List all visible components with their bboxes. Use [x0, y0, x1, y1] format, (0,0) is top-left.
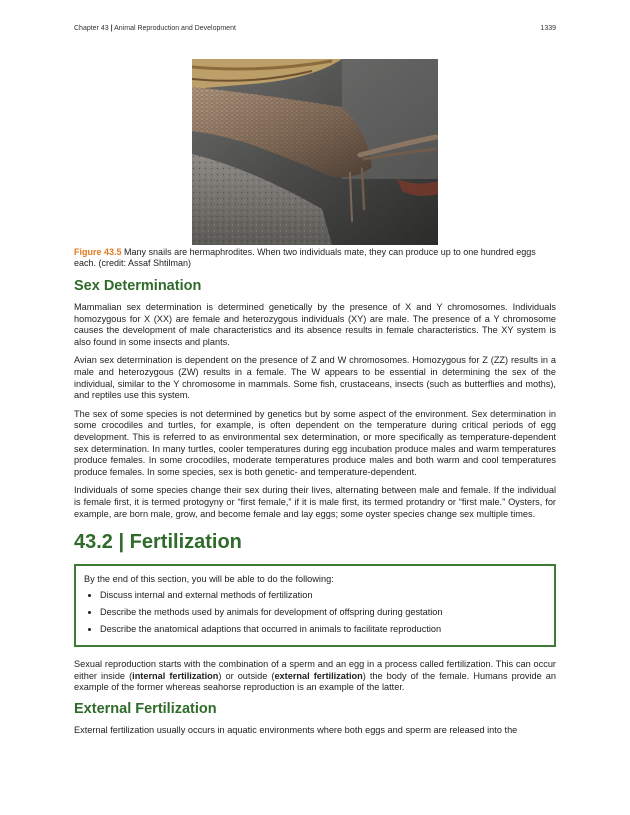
text-run: ) the body of the female. Humans provide an example of the former whereas seahorse reproduction is an example of the latter.: [74, 670, 556, 693]
chapter-number: Chapter 43: [74, 25, 109, 32]
header-divider: |: [110, 25, 113, 32]
figure-caption-text: Many snails are hermaphrodites. When two individuals mate, they can produce up to one hundred eggs each. (credit: Assaf Shtilman): [74, 247, 536, 268]
snail-photo: [192, 59, 438, 245]
section-divider: |: [118, 531, 125, 554]
objective-item: • Discuss internal and external methods of fertilization: [100, 589, 548, 601]
fertilization-paragraph: [74, 659, 556, 694]
section-title: Fertilization: [129, 531, 242, 554]
term-internal-fertilization: internal fertilization: [132, 670, 219, 681]
paragraph: Avian sex determination is dependent on the presence of Z and W chromosomes. Homozygous for Z (ZZ) results in a male and heterozygous (ZW) results in a female. The W appears to be essential in determining the sex of the individual, similar to the Y chromosome in mammals. Some fish, crustaceans, insects (such as butterflies and moths), and reptiles use this system.: [74, 355, 556, 401]
page-number: 1339: [540, 25, 556, 32]
text-run: Sexual reproduction starts with the combination of a sperm and an egg in a process called fertilization. This can occur either inside (: [74, 659, 556, 681]
objective-item: • Describe the methods used by animals for development of offspring during gestation: [100, 606, 548, 618]
main-content: [74, 277, 556, 736]
section-number: 43.2: [74, 531, 113, 554]
figure-caption: [74, 247, 556, 269]
chapter-info: [74, 25, 236, 32]
paragraph: External fertilization usually occurs in aquatic environments where both eggs and sperm are released into the: [74, 724, 518, 735]
paragraph: Mammalian sex determination is determined genetically by the presence of X and Y chromosomes. Individuals homozygous for X (XX) are female and heterozygous individuals (XY) are male. The presence of a Y chromosome causes the development of male characteristics and its absence results in female characteristics. The XY system is also found in some insects and plants.: [74, 302, 556, 347]
snail-image: [192, 59, 438, 245]
sex-determination-heading: Sex Determination: [74, 278, 202, 294]
text-run: ) or outside (: [218, 670, 275, 681]
learning-objectives-box: [74, 564, 556, 647]
objectives-intro: By the end of this section, you will be able to do the following:: [84, 574, 334, 585]
external-fertilization-heading: External Fertilization: [74, 700, 217, 717]
term-external-fertilization: external fertilization: [274, 670, 363, 681]
figure-label: Figure 43.5: [74, 247, 122, 257]
chapter-title: Animal Reproduction and Development: [114, 25, 236, 32]
section-heading: [74, 530, 556, 554]
objective-item: • Describe the anatomical adaptions that occurred in animals to facilitate reproduction: [100, 623, 548, 635]
paragraph: The sex of some species is not determined by genetics but by some aspect of the environment. Sex determination in some crocodiles and turtles, for example, is often dependent on the temperature during critical periods of egg development. This is referred to as environmental sex determination, or more specifically as temperature-dependent sex determination. In many turtles, cooler temperatures during egg incubation produce males and warm temperatures produce females. In some crocodiles, moderate temperatures produce males and both warm and cool temperatures produce females. In some species, sex is both genetic- and temperature-dependent.: [74, 408, 556, 477]
paragraph: Individuals of some species change their sex during their lives, alternating between male and female. If the individual is female first, it is termed protogyny or “first female,” if it is male first, its termed protandry or “first male.” Oysters, for example, are born male, grow, and become female and lay eggs; some oyster species change sex multiple times.: [74, 485, 556, 519]
objectives-list: [84, 589, 548, 635]
running-header: [74, 25, 556, 32]
